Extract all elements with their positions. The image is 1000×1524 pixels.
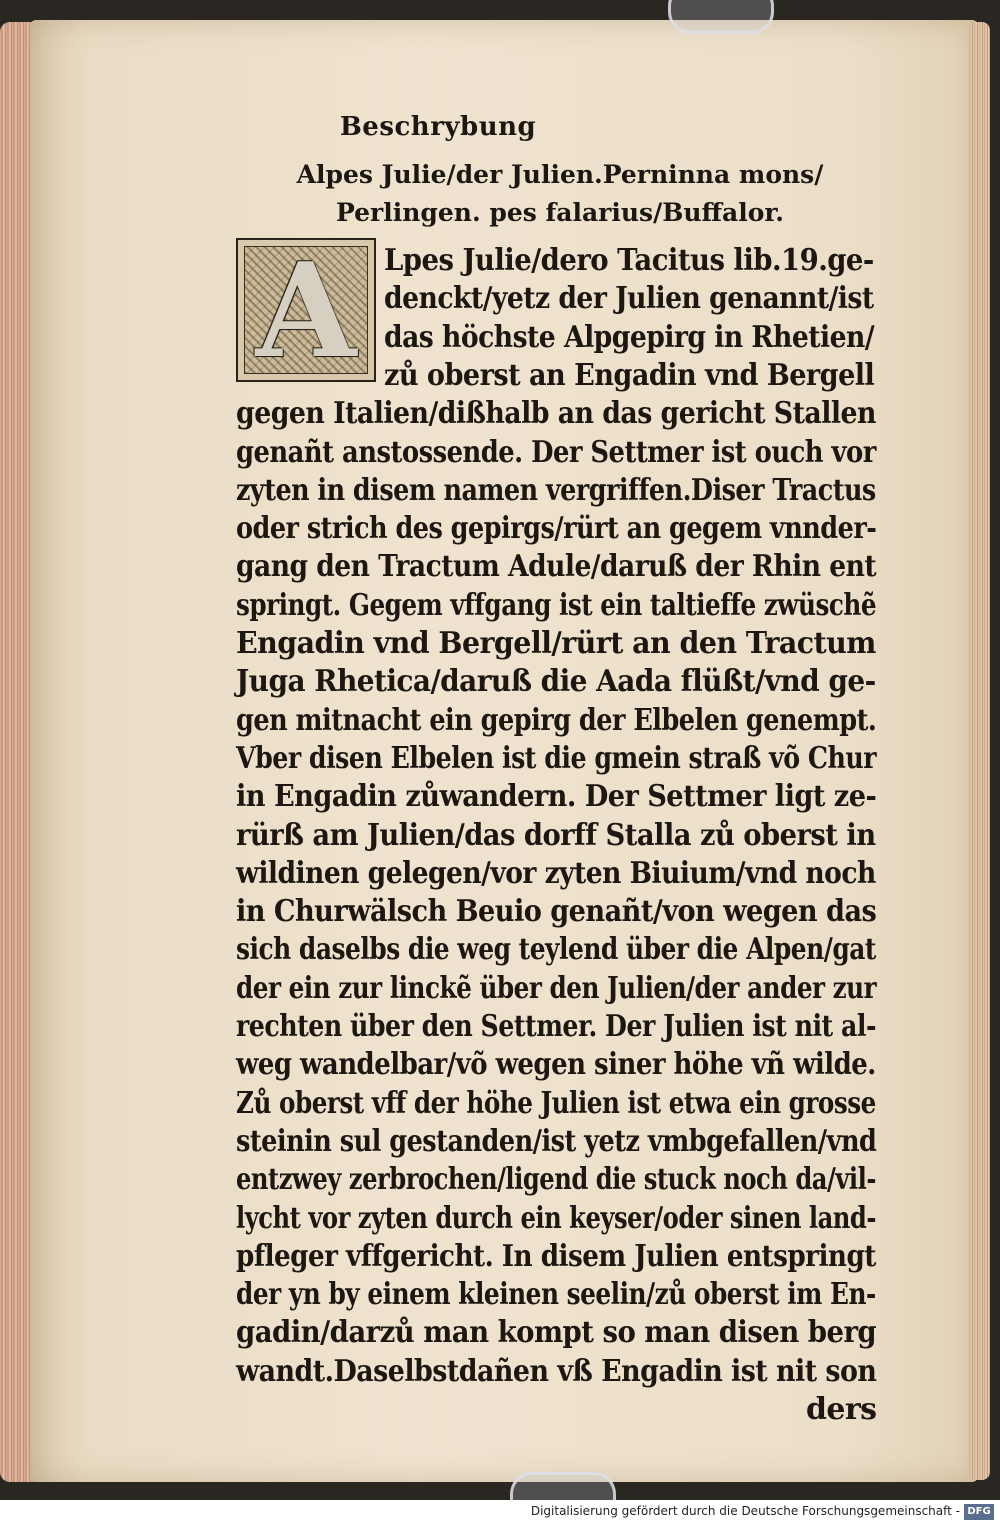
subheading-line-1: Alpes Julie/der Julien.Perninna mons/ [296, 160, 824, 189]
text-line: pfleger vffgericht. In disem Julien entspringt [236, 1239, 876, 1274]
right-page-edges [968, 22, 990, 1480]
left-page-edges [0, 22, 34, 1482]
text-line: weg wandelbar/võ wegen siner höhe vñ wilde. [236, 1047, 876, 1082]
text-line: entzwey zerbrochen/ligend die stuck noch da/vil- [236, 1162, 876, 1197]
text-line: Lpes Julie/dero Tacitus lib.19.ge- [384, 243, 874, 278]
section-subheading [250, 156, 870, 232]
text-line: Zů oberst vff der höhe Julien ist etwa ein grosse [236, 1086, 876, 1121]
text-line: gegen Italien/dißhalb an das gericht Stallen [236, 396, 876, 431]
text-line: springt. Gegem vffgang ist ein taltieffe zwüschẽ [236, 588, 877, 623]
footer-bar [0, 1500, 1000, 1524]
text-line: Juga Rhetica/daruß die Aada flüßt/vnd ge- [236, 664, 876, 699]
text-line: Engadin vnd Bergell/rürt an den Tractum [236, 626, 876, 661]
text-line: rechten über den Settmer. Der Julien ist nit al- [236, 1009, 876, 1044]
text-line: zyten in disem namen vergriffen.Diser Tractus [236, 473, 876, 508]
paper-clip-top [668, 0, 774, 34]
text-line: wandt.Daselbstdañen vß Engadin ist nit son [236, 1354, 877, 1389]
text-line: der yn by einem kleinen seelin/zů oberst im En- [236, 1277, 876, 1312]
text-line: lycht vor zyten durch ein keyser/oder sinen land- [236, 1201, 876, 1236]
funding-notice: Digitalisierung gefördert durch die Deutsche Forschungsgemeinschaft - [530, 1504, 960, 1518]
decorated-initial [236, 233, 376, 387]
text-line: in Churwälsch Beuio genañt/von wegen das [236, 894, 877, 929]
initial-letter: A [255, 233, 357, 387]
text-line: oder strich des gepirgs/rürt an gegem vnnder- [236, 511, 877, 546]
text-line: ders [806, 1392, 877, 1427]
text-line: sich daselbs die weg teylend über die Alpen/gat [236, 932, 876, 967]
text-line: in Engadin zůwandern. Der Settmer ligt ze- [236, 779, 877, 814]
text-line: gen mitnacht ein gepirg der Elbelen genempt. [236, 703, 877, 738]
page-heading: Beschrybung [339, 112, 537, 142]
text-line: gang den Tractum Adule/daruß der Rhin ent [236, 549, 877, 584]
text-line: zů oberst an Engadin vnd Bergell [384, 358, 875, 393]
text-line: der ein zur linckẽ über den Julien/der ander zur [236, 971, 877, 1006]
text-line: das höchste Alpgepirg in Rhetien/ [384, 320, 875, 355]
text-line: wildinen gelegen/vor zyten Biuium/vnd noch [236, 856, 876, 891]
text-line: denckt/yetz der Julien genannt/ist [384, 281, 874, 316]
text-line: rürß am Julien/das dorff Stalla zů oberst in [236, 818, 876, 853]
text-line: Vber disen Elbelen ist die gmein straß võ Chur [236, 741, 877, 776]
text-line: gadin/darzů man kompt so man disen berg [236, 1315, 877, 1350]
text-line: genañt anstossende. Der Settmer ist ouch vor [236, 435, 876, 470]
text-line: steinin sul gestanden/ist yetz vmbgefallen/vnd [236, 1124, 877, 1159]
dfg-logo: DFG [964, 1504, 994, 1520]
subheading-line-2: Perlingen. pes falarius/Buffalor. [336, 198, 784, 227]
